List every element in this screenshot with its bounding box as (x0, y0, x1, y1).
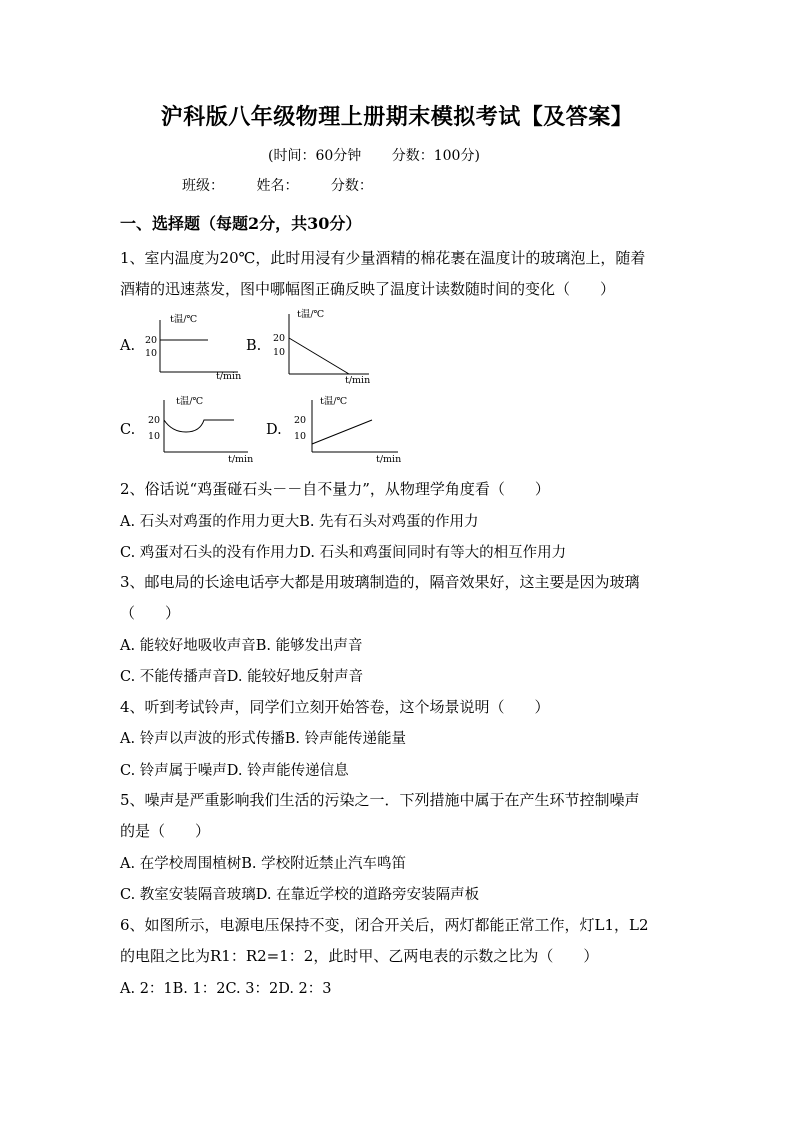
page-title: 沪科版八年级物理上册期末模拟考试【及答案】 (160, 104, 634, 130)
graph-d-x-label: t/min (376, 454, 402, 465)
q3-options-ab: A. 能较好地吸收声音B. 能够发出声音 (120, 638, 363, 654)
graph-a-tick-20: 20 (145, 335, 158, 346)
graph-b (265, 306, 385, 386)
graph-c-tick-10: 10 (148, 431, 161, 442)
q4-stem: 4、听到考试铃声，同学们立刻开始答卷，这个场景说明（ ） (120, 698, 550, 716)
exam-total-score: 分数：100分) (391, 148, 480, 164)
q2-stem: 2、俗话说“鸡蛋碰石头－－自不量力”，从物理学角度看（ ） (120, 480, 550, 498)
graph-d-y-label: t温/℃ (320, 396, 348, 407)
q2-options-ab: A. 石头对鸡蛋的作用力更大B. 先有石头对鸡蛋的作用力 (120, 514, 479, 530)
q6-options: A. 2：1B. 1：2C. 3：2D. 2：3 (120, 981, 332, 997)
graph-c-x-label: t/min (228, 454, 254, 465)
graph-d-tick-20: 20 (294, 415, 307, 426)
q5-options-cd: C. 教室安装隔音玻璃D. 在靠近学校的道路旁安装隔声板 (120, 887, 480, 903)
q5-options-ab: A. 在学校周围植树B. 学校附近禁止汽车鸣笛 (120, 856, 407, 872)
student-info (182, 175, 401, 195)
q1-line1: 1、室内温度为20℃，此时用浸有少量酒精的棉花裹在温度计的玻璃泡上，随着 (120, 249, 646, 267)
exam-time: (时间：60分钟 (268, 148, 362, 164)
graph-c-label: C. (120, 422, 136, 438)
name-label: 姓名： (256, 178, 299, 194)
q3-options-cd: C. 不能传播声音D. 能较好地反射声音 (120, 669, 364, 685)
graph-a-tick-10: 10 (145, 348, 158, 359)
graph-a-y-label: t温/℃ (170, 314, 198, 325)
q4-options-cd: C. 铃声属于噪声D. 铃声能传递信息 (120, 763, 349, 779)
q5-line1: 5、噪声是严重影响我们生活的污染之一．下列措施中属于在产生环节控制噪声 (120, 791, 640, 809)
q5-line2: 的是（ ） (120, 822, 211, 840)
q6-line1: 6、如图所示，电源电压保持不变，闭合开关后，两灯都能正常工作，灯L1，L2 (120, 916, 649, 934)
graph-a-x-label: t/min (216, 371, 242, 382)
graph-a-label: A. (120, 338, 136, 354)
q3-line1: 3、邮电局的长途电话亭大都是用玻璃制造的，隔音效果好，这主要是因为玻璃 (120, 573, 640, 591)
graph-b-tick-10: 10 (273, 347, 286, 358)
q4-options-ab: A. 铃声以声波的形式传播B. 铃声能传递能量 (120, 731, 407, 747)
graph-d-label: D. (266, 422, 282, 438)
exam-meta (268, 145, 506, 165)
q2-options-cd: C. 鸡蛋对石头的没有作用力D. 石头和鸡蛋间同时有等大的相互作用力 (120, 545, 567, 561)
graph-b-x-label: t/min (345, 375, 371, 386)
class-label: 班级： (182, 178, 224, 194)
q3-line2: （ ） (120, 604, 181, 622)
graph-d-tick-10: 10 (294, 431, 307, 442)
graph-c (144, 392, 264, 466)
graph-b-y-label: t温/℃ (297, 309, 325, 320)
graph-b-tick-20: 20 (273, 333, 286, 344)
q1-line2: 酒精的迅速蒸发，图中哪幅图正确反映了温度计读数随时间的变化（ ） (120, 280, 616, 298)
q6-line2: 的电阻之比为R1：R2=1：2，此时甲、乙两电表的示数之比为（ ） (120, 947, 599, 965)
graph-c-y-label: t温/℃ (176, 396, 204, 407)
graph-d (288, 392, 410, 466)
section-heading: 一、选择题（每题2分，共30分） (120, 214, 362, 233)
graph-c-tick-20: 20 (148, 415, 161, 426)
graph-b-label: B. (246, 338, 262, 354)
score-label: 分数： (330, 178, 373, 194)
graph-a (140, 312, 250, 384)
